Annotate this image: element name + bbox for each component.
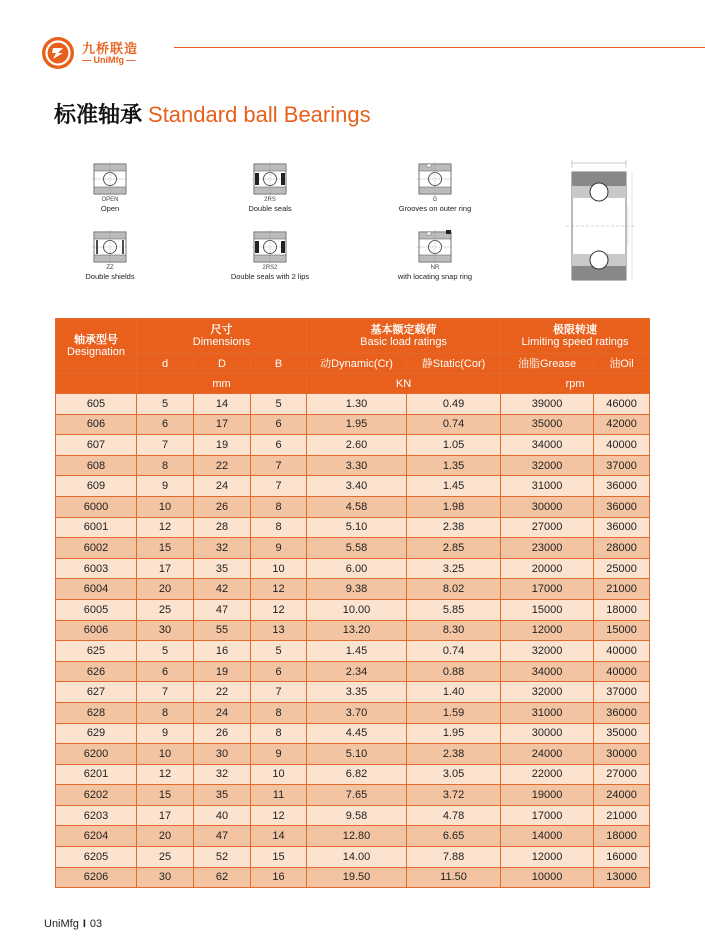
cell-static: 2.38 — [407, 517, 501, 538]
cell-dynamic: 7.65 — [307, 785, 407, 806]
bearing-type-code: G — [432, 197, 438, 203]
cell-dynamic: 3.70 — [307, 702, 407, 723]
snap-ring-bearing-icon — [417, 230, 453, 264]
cell-grease: 32000 — [501, 455, 594, 476]
cell-D: 24 — [194, 476, 251, 497]
dimensions-header-cn: 尺寸 — [210, 324, 233, 336]
bearing-type-2rs2 — [200, 230, 340, 281]
cell-grease: 32000 — [501, 641, 594, 662]
cell-static: 3.25 — [407, 558, 501, 579]
cell-B: 8 — [251, 496, 307, 517]
cell-dynamic: 1.30 — [307, 394, 407, 415]
cell-grease: 32000 — [501, 682, 594, 703]
cell-d: 5 — [137, 394, 194, 415]
table-row — [56, 394, 650, 415]
cell-static: 0.88 — [407, 661, 501, 682]
speed-ratings-header-en: Limiting speed ratings — [521, 336, 629, 348]
cell-d: 17 — [137, 805, 194, 826]
cell-B: 6 — [251, 661, 307, 682]
cell-static: 11.50 — [407, 867, 501, 888]
cell-designation: 6006 — [56, 620, 137, 641]
cell-d: 6 — [137, 661, 194, 682]
cell-static: 1.98 — [407, 496, 501, 517]
unit-load: KN — [307, 374, 501, 394]
table-row — [56, 785, 650, 806]
cell-oil: 27000 — [594, 764, 650, 785]
cell-d: 10 — [137, 744, 194, 765]
speed-ratings-header — [501, 319, 650, 354]
bearing-type-code: 2RS — [264, 197, 276, 203]
cell-B: 7 — [251, 476, 307, 497]
unimfg-logo-icon — [40, 35, 76, 71]
table-row — [56, 661, 650, 682]
cell-designation: 608 — [56, 455, 137, 476]
cell-D: 28 — [194, 517, 251, 538]
cell-d: 5 — [137, 641, 194, 662]
cell-static: 5.85 — [407, 599, 501, 620]
cell-static: 1.95 — [407, 723, 501, 744]
table-row — [56, 538, 650, 559]
cell-designation: 605 — [56, 394, 137, 415]
header-divider — [174, 47, 705, 48]
cell-static: 7.88 — [407, 847, 501, 868]
table-row — [56, 435, 650, 456]
cell-d: 20 — [137, 579, 194, 600]
cell-oil: 46000 — [594, 394, 650, 415]
page-footer — [44, 918, 102, 930]
cell-designation: 629 — [56, 723, 137, 744]
cell-dynamic: 19.50 — [307, 867, 407, 888]
bearing-type-code: ZZ — [106, 265, 114, 271]
cell-oil: 40000 — [594, 661, 650, 682]
bearing-type-name: Double seals with 2 lips — [230, 272, 310, 281]
cell-static: 8.02 — [407, 579, 501, 600]
cell-designation: 6000 — [56, 496, 137, 517]
designation-header-cn: 轴承型号 — [74, 334, 118, 346]
bearing-type-open — [40, 162, 180, 213]
cell-static: 2.38 — [407, 744, 501, 765]
table-row — [56, 476, 650, 497]
cell-designation: 609 — [56, 476, 137, 497]
cell-D: 47 — [194, 826, 251, 847]
bearing-type-zz — [40, 230, 180, 281]
cell-dynamic: 12.80 — [307, 826, 407, 847]
cell-B: 14 — [251, 826, 307, 847]
cell-D: 35 — [194, 785, 251, 806]
cell-dynamic: 10.00 — [307, 599, 407, 620]
cell-B: 6 — [251, 435, 307, 456]
table-row — [56, 496, 650, 517]
cell-B: 12 — [251, 579, 307, 600]
cell-B: 5 — [251, 641, 307, 662]
cell-grease: 10000 — [501, 867, 594, 888]
cell-B: 12 — [251, 599, 307, 620]
unit-speed: rpm — [501, 374, 650, 394]
cell-designation: 6002 — [56, 538, 137, 559]
cell-designation: 625 — [56, 641, 137, 662]
cell-d: 20 — [137, 826, 194, 847]
table-row — [56, 414, 650, 435]
bearing-type-nr — [365, 230, 505, 281]
page-title — [54, 98, 371, 128]
cell-oil: 36000 — [594, 496, 650, 517]
col-header-dynamic: 动Dynamic(Cr) — [307, 354, 407, 374]
load-ratings-header-cn: 基本额定载荷 — [370, 324, 437, 336]
cell-D: 55 — [194, 620, 251, 641]
cell-static: 0.49 — [407, 394, 501, 415]
unit-dimensions: mm — [137, 374, 307, 394]
cell-d: 30 — [137, 620, 194, 641]
cell-dynamic: 6.00 — [307, 558, 407, 579]
double-seal-2lip-bearing-icon — [252, 230, 288, 264]
bearing-type-code: OPEN — [101, 197, 119, 203]
load-ratings-header — [307, 319, 501, 354]
dimensions-header — [137, 319, 307, 354]
cell-B: 11 — [251, 785, 307, 806]
bearing-spec-table — [55, 318, 650, 888]
cell-B: 5 — [251, 394, 307, 415]
cell-oil: 30000 — [594, 744, 650, 765]
cell-oil: 21000 — [594, 579, 650, 600]
table-row — [56, 826, 650, 847]
cell-oil: 36000 — [594, 517, 650, 538]
double-shield-bearing-icon — [92, 230, 128, 264]
cell-B: 15 — [251, 847, 307, 868]
open-bearing-icon — [92, 162, 128, 196]
cell-designation: 6005 — [56, 599, 137, 620]
cell-oil: 24000 — [594, 785, 650, 806]
cell-static: 6.65 — [407, 826, 501, 847]
cell-D: 17 — [194, 414, 251, 435]
cell-grease: 34000 — [501, 435, 594, 456]
cell-D: 30 — [194, 744, 251, 765]
bearing-type-name: Double seals — [248, 204, 292, 213]
col-header-d: d — [137, 354, 194, 374]
bearing-spec-rows — [56, 394, 650, 888]
cell-d: 6 — [137, 414, 194, 435]
cell-designation: 626 — [56, 661, 137, 682]
cell-dynamic: 5.58 — [307, 538, 407, 559]
cell-B: 8 — [251, 723, 307, 744]
table-row — [56, 558, 650, 579]
cell-d: 17 — [137, 558, 194, 579]
cell-grease: 39000 — [501, 394, 594, 415]
table-row — [56, 867, 650, 888]
cell-d: 9 — [137, 723, 194, 744]
page-number: 03 — [89, 918, 103, 930]
cell-d: 8 — [137, 455, 194, 476]
cell-d: 25 — [137, 847, 194, 868]
cell-B: 12 — [251, 805, 307, 826]
cell-designation: 6201 — [56, 764, 137, 785]
cell-oil: 37000 — [594, 455, 650, 476]
table-row — [56, 723, 650, 744]
cell-designation: 6203 — [56, 805, 137, 826]
cell-designation: 606 — [56, 414, 137, 435]
cell-grease: 31000 — [501, 702, 594, 723]
cell-grease: 19000 — [501, 785, 594, 806]
page-title-en: Standard ball Bearings — [148, 102, 371, 127]
cell-grease: 30000 — [501, 496, 594, 517]
cell-oil: 21000 — [594, 805, 650, 826]
cell-dynamic: 1.45 — [307, 641, 407, 662]
cell-static: 0.74 — [407, 414, 501, 435]
cell-oil: 16000 — [594, 847, 650, 868]
cell-B: 7 — [251, 455, 307, 476]
double-seal-bearing-icon — [252, 162, 288, 196]
cell-B: 6 — [251, 414, 307, 435]
cell-designation: 6200 — [56, 744, 137, 765]
cell-grease: 23000 — [501, 538, 594, 559]
cell-d: 25 — [137, 599, 194, 620]
cell-grease: 34000 — [501, 661, 594, 682]
cell-dynamic: 2.60 — [307, 435, 407, 456]
bearing-type-name: Grooves on outer ring — [398, 204, 472, 213]
cell-dynamic: 13.20 — [307, 620, 407, 641]
cell-oil: 35000 — [594, 723, 650, 744]
cell-B: 8 — [251, 702, 307, 723]
cell-B: 10 — [251, 558, 307, 579]
cell-dynamic: 5.10 — [307, 517, 407, 538]
cell-D: 16 — [194, 641, 251, 662]
table-row — [56, 455, 650, 476]
cell-d: 9 — [137, 476, 194, 497]
dimensions-header-en: Dimensions — [192, 336, 251, 348]
cell-grease: 15000 — [501, 599, 594, 620]
cell-grease: 22000 — [501, 764, 594, 785]
cell-D: 32 — [194, 764, 251, 785]
col-header-grease: 油脂Grease — [501, 354, 594, 374]
brand-name-cn: 九桥联造 — [82, 41, 139, 56]
cell-D: 62 — [194, 867, 251, 888]
table-row — [56, 682, 650, 703]
cell-D: 32 — [194, 538, 251, 559]
cell-designation: 6001 — [56, 517, 137, 538]
table-row — [56, 641, 650, 662]
footer-brand: UniMfg — [44, 918, 79, 930]
cell-static: 3.72 — [407, 785, 501, 806]
cell-dynamic: 14.00 — [307, 847, 407, 868]
table-row — [56, 702, 650, 723]
cell-d: 12 — [137, 517, 194, 538]
bearing-type-code: NR — [430, 265, 440, 271]
cell-D: 19 — [194, 661, 251, 682]
cell-dynamic: 1.95 — [307, 414, 407, 435]
cell-B: 13 — [251, 620, 307, 641]
col-header-static: 静Static(Cor) — [407, 354, 501, 374]
footer-separator: I — [82, 918, 86, 930]
bearing-types — [40, 162, 500, 292]
cell-d: 8 — [137, 702, 194, 723]
cell-grease: 24000 — [501, 744, 594, 765]
cell-static: 4.78 — [407, 805, 501, 826]
col-header-D: D — [194, 354, 251, 374]
cell-dynamic: 9.38 — [307, 579, 407, 600]
groove-bearing-icon — [417, 162, 453, 196]
table-row — [56, 579, 650, 600]
bearing-type-g — [365, 162, 505, 213]
cell-D: 26 — [194, 496, 251, 517]
cell-oil: 28000 — [594, 538, 650, 559]
cell-d: 12 — [137, 764, 194, 785]
designation-header-en: Designation — [66, 346, 126, 358]
cell-D: 52 — [194, 847, 251, 868]
bearing-type-name: Double shields — [85, 272, 135, 281]
cell-grease: 17000 — [501, 805, 594, 826]
cell-oil: 25000 — [594, 558, 650, 579]
cell-B: 9 — [251, 744, 307, 765]
bearing-type-2rs — [200, 162, 340, 213]
cell-static: 1.35 — [407, 455, 501, 476]
col-header-oil: 油Oil — [594, 354, 650, 374]
cell-D: 40 — [194, 805, 251, 826]
cell-designation: 607 — [56, 435, 137, 456]
cell-grease: 12000 — [501, 620, 594, 641]
table-row — [56, 599, 650, 620]
cell-D: 22 — [194, 682, 251, 703]
table-row — [56, 744, 650, 765]
cell-designation: 6202 — [56, 785, 137, 806]
cell-B: 10 — [251, 764, 307, 785]
cell-static: 1.59 — [407, 702, 501, 723]
cell-d: 7 — [137, 682, 194, 703]
bearing-type-name: Open — [100, 204, 120, 213]
cell-static: 2.85 — [407, 538, 501, 559]
cell-static: 3.05 — [407, 764, 501, 785]
cell-d: 10 — [137, 496, 194, 517]
speed-ratings-header-cn: 极限转速 — [553, 324, 598, 336]
cell-designation: 6003 — [56, 558, 137, 579]
table-row — [56, 764, 650, 785]
cell-grease: 31000 — [501, 476, 594, 497]
cell-oil: 36000 — [594, 476, 650, 497]
cell-oil: 40000 — [594, 435, 650, 456]
cell-static: 1.05 — [407, 435, 501, 456]
cell-grease: 12000 — [501, 847, 594, 868]
designation-header — [56, 319, 137, 374]
cell-grease: 30000 — [501, 723, 594, 744]
cell-dynamic: 3.40 — [307, 476, 407, 497]
bearing-section-drawing — [562, 160, 636, 290]
cell-grease: 27000 — [501, 517, 594, 538]
cell-designation: 6004 — [56, 579, 137, 600]
cell-oil: 15000 — [594, 620, 650, 641]
cell-static: 8.30 — [407, 620, 501, 641]
cell-grease: 17000 — [501, 579, 594, 600]
cell-d: 15 — [137, 785, 194, 806]
cell-designation: 6204 — [56, 826, 137, 847]
cell-static: 0.74 — [407, 641, 501, 662]
cell-static: 1.40 — [407, 682, 501, 703]
cell-designation: 6205 — [56, 847, 137, 868]
cell-dynamic: 3.30 — [307, 455, 407, 476]
bearing-type-name: with locating snap ring — [397, 272, 473, 281]
cell-B: 8 — [251, 517, 307, 538]
unit-row-blank — [56, 374, 137, 394]
cell-oil: 42000 — [594, 414, 650, 435]
cell-dynamic: 6.82 — [307, 764, 407, 785]
cell-oil: 13000 — [594, 867, 650, 888]
cell-designation: 628 — [56, 702, 137, 723]
cell-grease: 14000 — [501, 826, 594, 847]
page-title-cn: 标准轴承 — [54, 103, 143, 128]
table-row — [56, 805, 650, 826]
cell-B: 7 — [251, 682, 307, 703]
cell-oil: 18000 — [594, 826, 650, 847]
cell-D: 19 — [194, 435, 251, 456]
bearing-type-code: 2RS2 — [262, 265, 278, 271]
cell-oil: 37000 — [594, 682, 650, 703]
cell-dynamic: 4.45 — [307, 723, 407, 744]
table-row — [56, 517, 650, 538]
cell-D: 26 — [194, 723, 251, 744]
cell-dynamic: 9.58 — [307, 805, 407, 826]
cell-D: 42 — [194, 579, 251, 600]
cell-oil: 40000 — [594, 641, 650, 662]
col-header-B: B — [251, 354, 307, 374]
cell-designation: 6206 — [56, 867, 137, 888]
cell-d: 15 — [137, 538, 194, 559]
cell-dynamic: 5.10 — [307, 744, 407, 765]
cell-dynamic: 3.35 — [307, 682, 407, 703]
cell-D: 35 — [194, 558, 251, 579]
load-ratings-header-en: Basic load ratings — [360, 336, 447, 348]
table-row — [56, 847, 650, 868]
table-row — [56, 620, 650, 641]
cell-dynamic: 4.58 — [307, 496, 407, 517]
cell-B: 16 — [251, 867, 307, 888]
cell-D: 47 — [194, 599, 251, 620]
cell-D: 22 — [194, 455, 251, 476]
cell-grease: 20000 — [501, 558, 594, 579]
cell-d: 30 — [137, 867, 194, 888]
cell-D: 24 — [194, 702, 251, 723]
cell-D: 14 — [194, 394, 251, 415]
cell-oil: 18000 — [594, 599, 650, 620]
cell-static: 1.45 — [407, 476, 501, 497]
brand-name-en: — UniMfg — — [82, 55, 136, 65]
cell-oil: 36000 — [594, 702, 650, 723]
cell-B: 9 — [251, 538, 307, 559]
cell-grease: 35000 — [501, 414, 594, 435]
cell-d: 7 — [137, 435, 194, 456]
cell-dynamic: 2.34 — [307, 661, 407, 682]
cell-designation: 627 — [56, 682, 137, 703]
